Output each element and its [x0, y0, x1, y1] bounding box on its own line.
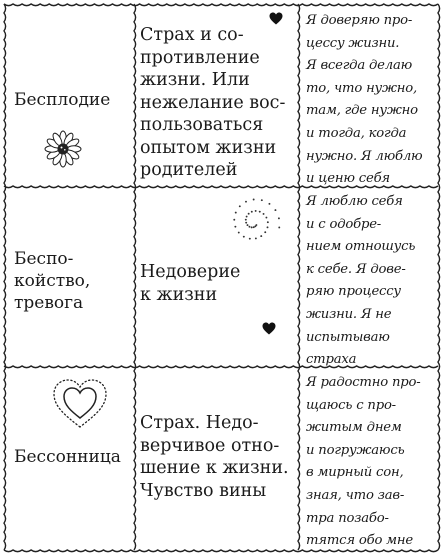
affirmation-line: ряю процессу: [306, 284, 401, 300]
affirmation-infertility: [306, 10, 434, 191]
affirmation-line: к себе. Я дове-: [306, 261, 406, 277]
cause-line: Страх и со-: [140, 25, 244, 45]
grid-column-border: [134, 4, 136, 550]
affirmation-line: зная, что зав-: [306, 487, 405, 503]
cause-line: опытом жизни: [140, 137, 277, 158]
cause-line: жизни. Или: [140, 70, 250, 90]
heart-icon: [262, 322, 276, 335]
cause-infertility: [140, 24, 290, 182]
cause-line: верчивое отно-: [140, 435, 280, 456]
term-line: тревога: [14, 293, 84, 313]
cause-anxiety: [140, 261, 290, 306]
cause-line: пользоваться: [140, 115, 264, 135]
affirmation-line: нием отношусь: [306, 239, 416, 255]
affirmation-line: Я радостно про-: [306, 375, 421, 390]
cause-line: противление: [140, 47, 260, 68]
term-line: Бесплодие: [14, 90, 111, 110]
affirmation-line: тятся обо мне: [306, 533, 413, 549]
dotted-spiral-icon: [226, 194, 282, 250]
affirmation-line: в мирный сон,: [306, 465, 404, 481]
daisy-icon: [44, 130, 82, 168]
affirmation-line: Я люблю себя: [306, 194, 403, 209]
grid-row-border: [4, 4, 438, 6]
affirmation-line: и ценю себя: [306, 171, 390, 187]
affirmation-line: страха: [306, 352, 357, 368]
term-line: Бессонница: [14, 447, 121, 467]
grid-column-border: [4, 4, 6, 550]
cause-line: нежелание вос-: [140, 92, 286, 113]
cause-insomnia: [140, 412, 290, 502]
term-anxiety: [14, 248, 130, 314]
term-line: койство,: [14, 271, 91, 291]
cause-line: Страх. Недо-: [140, 413, 259, 433]
cause-line: родителей: [140, 160, 238, 180]
affirmation-insomnia: [306, 372, 434, 553]
term-line: Беспо-: [14, 249, 74, 269]
cause-line: к жизни: [140, 284, 218, 305]
affirmation-line: Я всегда делаю: [306, 58, 413, 74]
term-insomnia: [14, 446, 130, 468]
dotted-heart-outline-icon: [50, 376, 110, 432]
affirmation-line: цессу жизни.: [306, 35, 400, 51]
cause-line: Недоверие: [140, 262, 241, 282]
affirmation-line: щаюсь с про-: [306, 397, 396, 413]
affirmation-anxiety: [306, 191, 434, 372]
affirmation-line: нужно. Я люблю: [306, 148, 423, 164]
heart-icon: [269, 12, 283, 25]
grid-column-border: [298, 4, 300, 550]
affirmation-line: Я доверяю про-: [306, 13, 413, 28]
affirmation-line: и с одобре-: [306, 216, 382, 232]
affirmation-line: то, что нужно,: [306, 80, 418, 96]
cause-line: шение к жизни.: [140, 458, 289, 478]
cause-line: Чувство вины: [140, 480, 267, 501]
grid-column-border: [438, 4, 440, 550]
affirmation-line: житым днем: [306, 420, 402, 436]
affirmation-line: тра позабо-: [306, 510, 389, 526]
term-infertility: [14, 89, 130, 111]
affirmation-line: жизни. Я не: [306, 306, 392, 322]
affirmation-line: испытываю: [306, 329, 390, 345]
affirmation-line: там, где нужно: [306, 103, 418, 119]
affirmation-line: и погружаюсь: [306, 442, 405, 458]
affirmation-line: и тогда, когда: [306, 125, 407, 141]
